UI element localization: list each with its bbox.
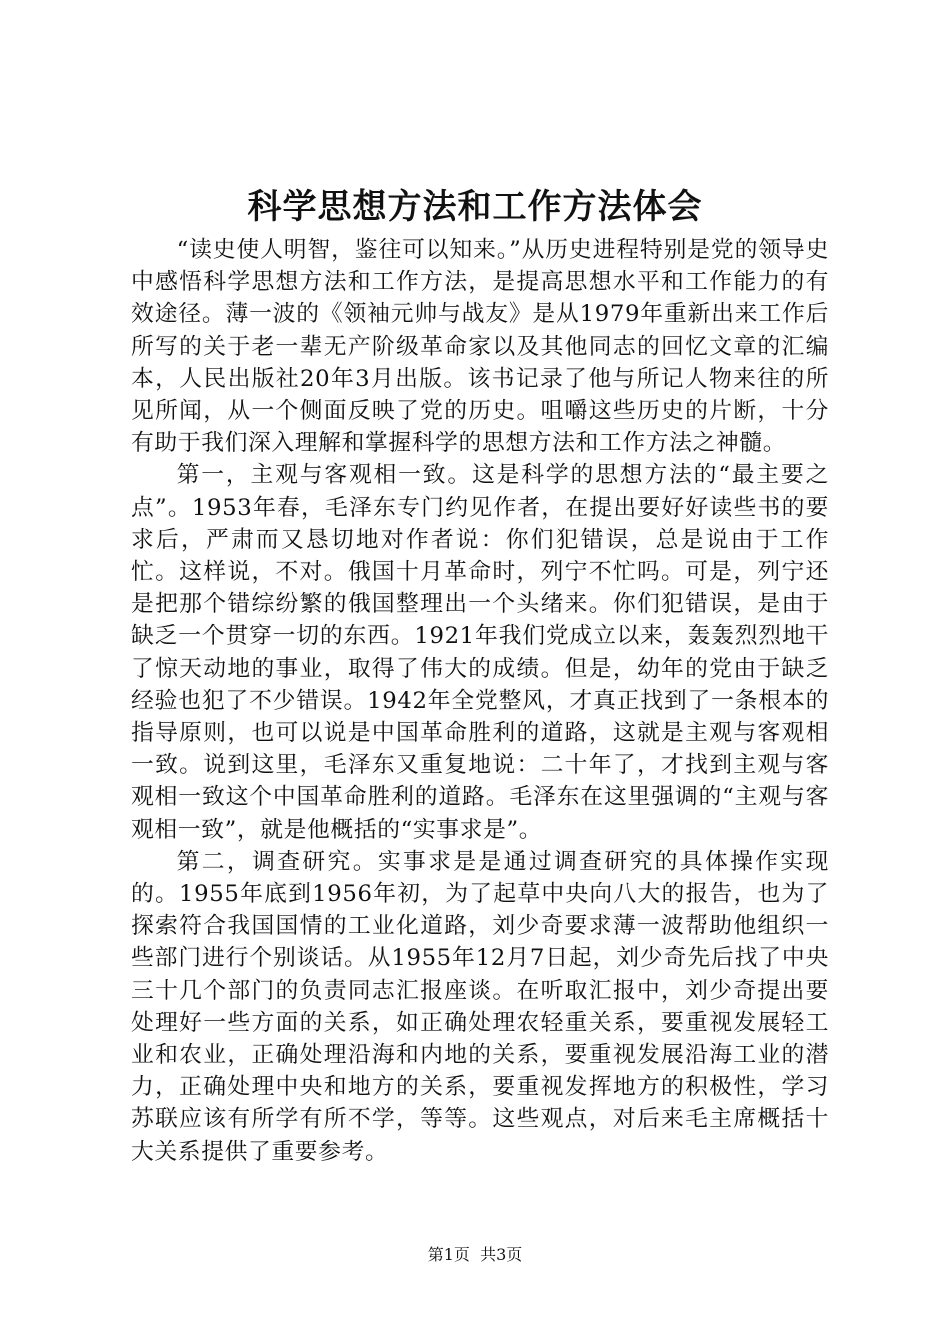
paragraph-intro: “读史使人明智，鉴往可以知来。”从历史进程特别是党的领导史中感悟科学思想方法和工作方法，是提高思想水平和工作能力的有效途径。薄一波的《领袖元帅与战友》是从1979年重新出来工作后所写的关于老一辈无产阶级革命家以及其他同志的回忆文章的汇编本，人民出版社20年3月出版。该书记录了他与所记人物来往的所见所闻，从一个侧面反映了党的历史。咀嚼这些历史的片断，十分有助于我们深入理解和掌握科学的思想方法和工作方法之神髓。 (131, 237, 829, 457)
page-footer (0, 1244, 950, 1266)
document-title: 科学思想方法和工作方法体会 (247, 187, 703, 227)
paragraph-second-point: 第二，调查研究。实事求是是通过调查研究的具体操作实现的。1955年底到1956年初，为了起草中央向八大的报告，也为了探索符合我国国情的工业化道路，刘少奇要求薄一波帮助他组织一些部门进行个别谈话。从1955年12月7日起，刘少奇先后找了中央三十几个部门的负责同志汇报座谈。在听取汇报中，刘少奇提出要处理好一些方面的关系，如正确处理农轻重关系，要重视发展轻工业和农业，正确处理沿海和内地的关系，要重视发展沿海工业的潜力，正确处理中央和地方的关系，要重视发挥地方的积极性，学习苏联应该有所学有所不学，等等。这些观点，对后来毛主席概括十大关系提供了重要参考。 (131, 848, 829, 1165)
paragraph-first-point: 第一，主观与客观相一致。这是科学的思想方法的“最主要之点”。1953年春，毛泽东专门约见作者，在提出要好好读些书的要求后，严肃而又恳切地对作者说：你们犯错误，总是说由于工作忙。这样说，不对。俄国十月革命时，列宁不忙吗。可是，列宁还是把那个错综纷繁的俄国整理出一个头绪来。你们犯错误，是由于缺乏一个贯穿一切的东西。1921年我们党成立以来，轰轰烈烈地干了惊天动地的事业，取得了伟大的成绩。但是，幼年的党由于缺乏经验也犯了不少错误。1942年全党整风，才真正找到了一条根本的指导原则，也可以说是中国革命胜利的道路，这就是主观与客观相一致。说到这里，毛泽东又重复地说：二十年了，才找到主观与客观相一致这个中国革命胜利的道路。毛泽东在这里强调的“主观与客观相一致”，就是他概括的“实事求是”。 (131, 462, 829, 843)
page-total: 共3页 (480, 1245, 523, 1264)
footer-spacer (470, 1245, 480, 1264)
document-body (131, 234, 829, 1168)
page-number: 第1页 (427, 1245, 470, 1264)
